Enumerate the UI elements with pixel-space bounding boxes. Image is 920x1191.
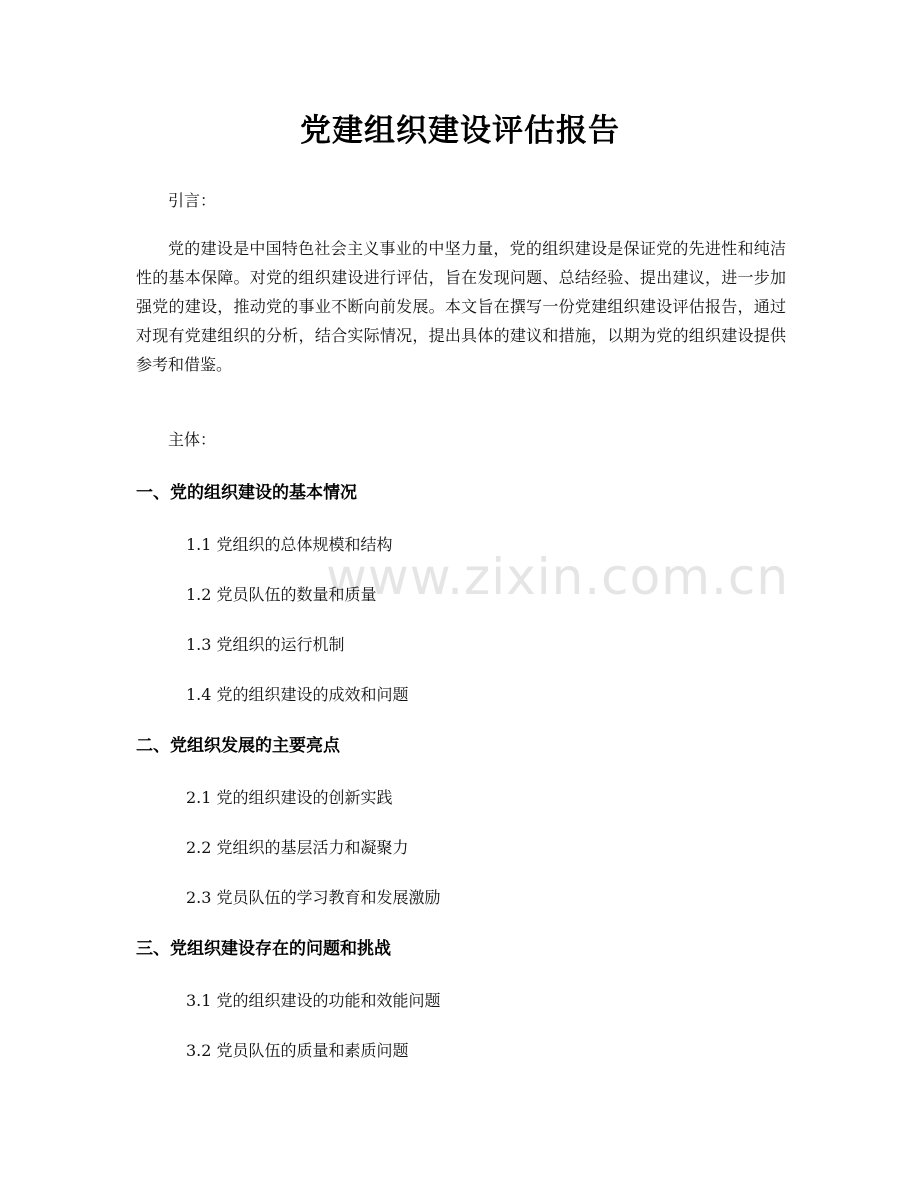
list-item: 3.2 党员队伍的质量和素质问题: [186, 1041, 409, 1060]
section-heading-1: 一、党的组织建设的基本情况: [136, 483, 357, 503]
document-title: 党建组织建设评估报告: [300, 113, 620, 149]
list-item: 3.1 党的组织建设的功能和效能问题: [186, 991, 441, 1010]
list-item: 1.4 党的组织建设的成效和问题: [186, 685, 409, 704]
watermark: www.zixin.com.cn: [326, 548, 790, 606]
body-label: 主体：: [168, 430, 217, 449]
list-item: 1.1 党组织的总体规模和结构: [186, 535, 393, 554]
list-item: 2.2 党组织的基层活力和凝聚力: [186, 838, 409, 857]
intro-paragraph: 党的建设是中国特色社会主义事业的中坚力量，党的组织建设是保证党的先进性和纯洁性的基本保障。对党的组织建设进行评估，旨在发现问题、总结经验、提出建议，进一步加强党的建设，推动党的事业不断向前发展。本文旨在撰写一份党建组织建设评估报告，通过对现有党建组织的分析，结合实际情况，提出具体的建议和措施，以期为党的组织建设提供参考和借鉴。: [136, 239, 786, 374]
list-item: 2.3 党员队伍的学习教育和发展激励: [186, 888, 441, 907]
section-heading-3: 三、党组织建设存在的问题和挑战: [136, 939, 391, 959]
list-item: 1.3 党组织的运行机制: [186, 635, 345, 654]
section-heading-2: 二、党组织发展的主要亮点: [136, 736, 340, 756]
list-item: 1.2 党员队伍的数量和质量: [186, 585, 377, 604]
list-item: 2.1 党的组织建设的创新实践: [186, 788, 393, 807]
intro-label: 引言：: [168, 191, 217, 210]
